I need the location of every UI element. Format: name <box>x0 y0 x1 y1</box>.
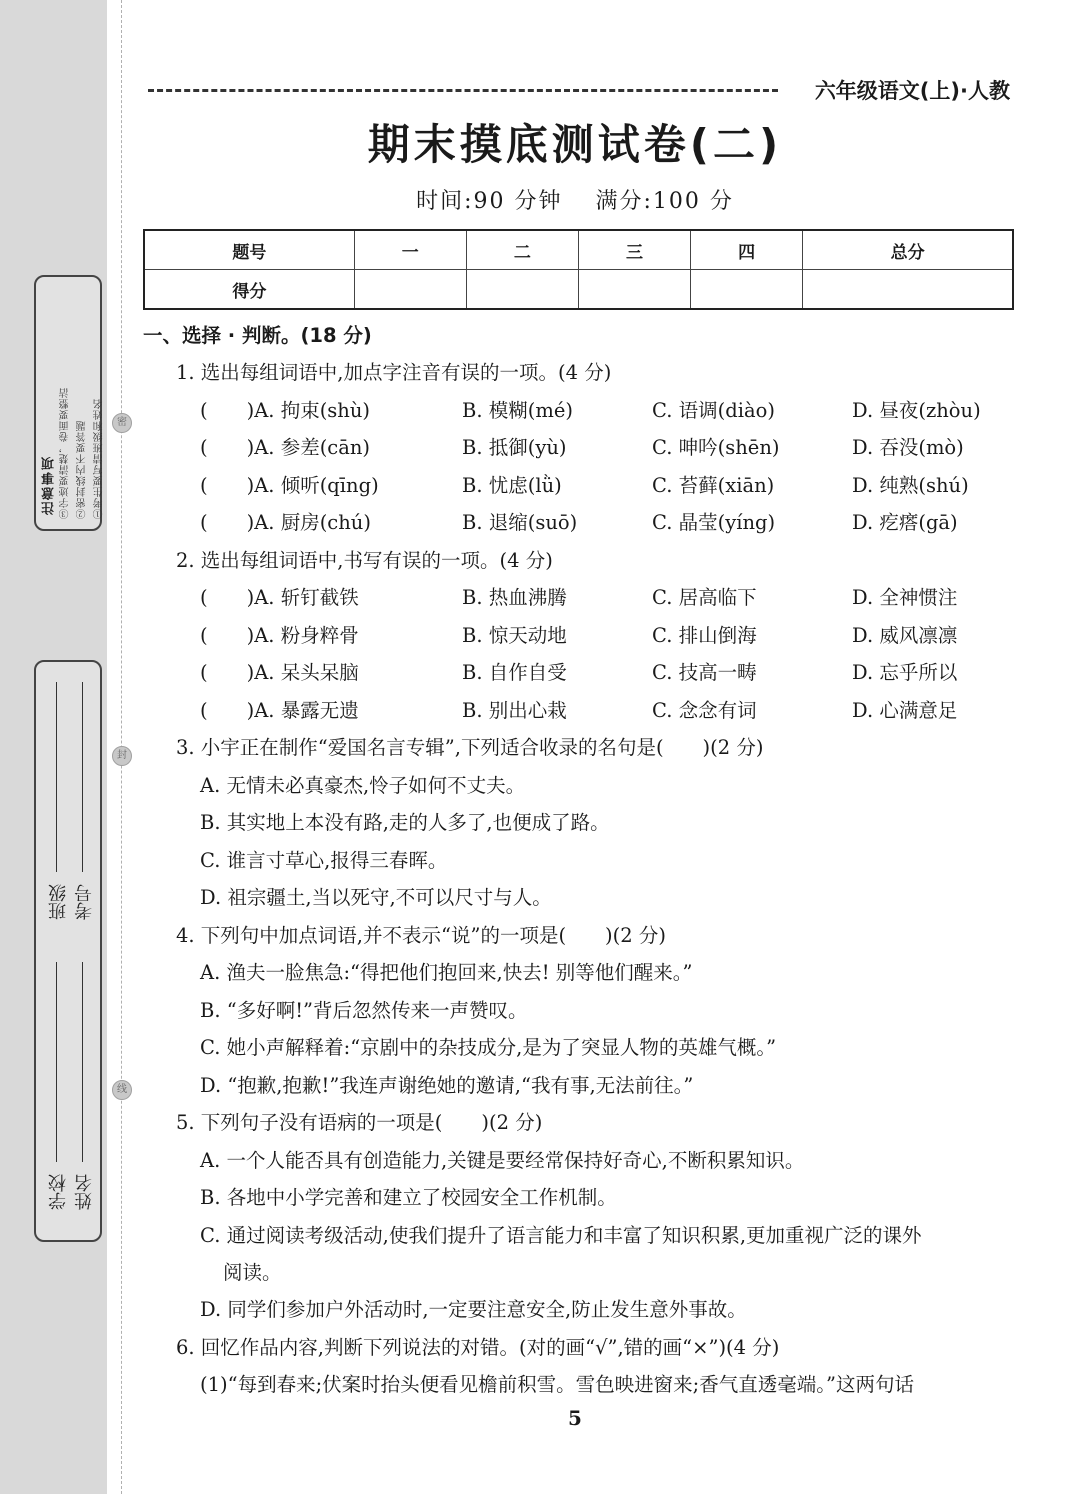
notice-line: ③字迹要清楚，卷面要整洁 <box>60 387 71 519</box>
option-c: C. 念念有词 <box>652 699 757 722</box>
option-line: B. “多好啊!”背后忽然传来一声赞叹。 <box>200 999 528 1022</box>
option-c: C. 排山倒海 <box>652 624 757 647</box>
option-b: B. 忧虑(lǜ) <box>462 474 562 497</box>
notice-title: 注意事项 <box>42 455 57 515</box>
score-input-cell[interactable] <box>466 270 578 310</box>
student-info-box <box>34 660 102 1242</box>
score-input-cell[interactable] <box>691 270 803 310</box>
exam-number-label: 考号 <box>74 884 95 920</box>
question-stem: 4. 下列句中加点词语,并不表示“说”的一项是( )(2 分) <box>176 924 666 947</box>
option-line: B. 各地中小学完善和建立了校园安全工作机制。 <box>200 1186 617 1209</box>
notice-line: ①考生要写清班级和姓名 <box>94 398 105 519</box>
question-stem: 5. 下列句子没有语病的一项是( )(2 分) <box>176 1111 543 1134</box>
seal-mark: 线 <box>112 1080 132 1100</box>
option-b: B. 抵御(yù) <box>462 436 567 459</box>
score-table-score-row <box>144 270 1013 310</box>
school-label: 学校 <box>48 1174 69 1210</box>
series-label: 六年级语文(上)·人教 <box>814 79 1010 103</box>
score-table-cell: 一 <box>354 230 466 270</box>
class-field[interactable] <box>56 682 57 872</box>
notice-lines <box>58 299 107 519</box>
option-d: D. 昼夜(zhòu) <box>852 399 981 422</box>
seal-mark: 密 <box>112 413 132 433</box>
option-a: ( )A. 暴露无遗 <box>200 699 359 722</box>
option-line: A. 渔夫一脸焦急:“得把他们抱回来,快去! 别等他们醒来。” <box>200 961 693 984</box>
name-field[interactable] <box>82 962 83 1162</box>
option-line: D. 祖宗疆土,当以死守,不可以尺寸与人。 <box>200 886 552 909</box>
score-table-cell: 四 <box>691 230 803 270</box>
option-line: B. 其实地上本没有路,走的人多了,也便成了路。 <box>200 811 610 834</box>
name-label: 姓名 <box>74 1174 95 1210</box>
question-stem: 1. 选出每组词语中,加点字注音有误的一项。(4 分) <box>176 361 612 384</box>
option-c: C. 居高临下 <box>652 586 757 609</box>
option-b: B. 模糊(mé) <box>462 399 573 422</box>
page-number: 5 <box>568 1406 582 1430</box>
score-table-cell: 总分 <box>803 230 1013 270</box>
score-input-cell[interactable] <box>803 270 1013 310</box>
header-dash-line <box>148 89 778 92</box>
option-a: ( )A. 参差(cān) <box>200 436 371 459</box>
option-b: B. 自作自受 <box>462 661 567 684</box>
school-field[interactable] <box>56 962 57 1162</box>
option-c: C. 语调(diào) <box>652 399 775 422</box>
score-input-cell[interactable] <box>354 270 466 310</box>
notice-line: ②密封线内不要答题 <box>77 420 88 519</box>
option-a: ( )A. 倾听(qīng) <box>200 474 379 497</box>
option-a: ( )A. 斩钉截铁 <box>200 586 359 609</box>
score-table-header-row <box>144 230 1013 270</box>
option-line: C. 她小声解释着:“京剧中的杂技成分,是为了突显人物的英雄气概。” <box>200 1036 777 1059</box>
question-stem: 2. 选出每组词语中,书写有误的一项。(4 分) <box>176 549 553 572</box>
option-a: ( )A. 拘束(shù) <box>200 399 371 422</box>
question-stem: 6. 回忆作品内容,判断下列说法的对错。(对的画“√”,错的画“×”)(4 分) <box>176 1336 780 1359</box>
option-d: D. 全神惯注 <box>852 586 958 609</box>
option-d: D. 纯熟(shú) <box>852 474 969 497</box>
option-c: C. 晶莹(yíng) <box>652 511 776 534</box>
seal-mark: 封 <box>112 746 132 766</box>
page-title: 期末摸底测试卷(二) <box>367 120 783 169</box>
option-line: A. 无情未必真豪杰,怜子如何不丈夫。 <box>200 774 526 797</box>
class-label: 班级 <box>48 884 69 920</box>
notice-box <box>34 275 105 531</box>
judgment-item: (1)“每到春来;伏案时抬头便看见檐前积雪。雪色映进窗来;香气直透毫端。”这两句话 <box>200 1373 914 1396</box>
score-table <box>143 229 1014 310</box>
option-d: D. 心满意足 <box>852 699 958 722</box>
option-line: D. “抱歉,抱歉!”我连声谢绝她的邀请,“我有事,无法前往。” <box>200 1074 694 1097</box>
option-line: D. 同学们参加户外活动时,一定要注意安全,防止发生意外事故。 <box>200 1298 747 1321</box>
score-table-cell: 题号 <box>144 230 354 270</box>
option-line-continued: 阅读。 <box>223 1261 282 1284</box>
option-d: D. 威风凛凛 <box>852 624 958 647</box>
option-line: A. 一个人能否具有创造能力,关键是要经常保持好奇心,不断积累知识。 <box>200 1149 805 1172</box>
option-b: B. 别出心栽 <box>462 699 567 722</box>
option-line: C. 谁言寸草心,报得三春晖。 <box>200 849 448 872</box>
option-a: ( )A. 呆头呆脑 <box>200 661 359 684</box>
option-b: B. 热血沸腾 <box>462 586 567 609</box>
option-b: B. 退缩(suō) <box>462 511 578 534</box>
section-title: 一、选择 · 判断。(18 分) <box>143 324 372 347</box>
option-b: B. 惊天动地 <box>462 624 567 647</box>
option-a: ( )A. 厨房(chú) <box>200 511 371 534</box>
option-d: D. 吞没(mò) <box>852 436 964 459</box>
exam-number-field[interactable] <box>82 682 83 872</box>
option-d: D. 疙瘩(gā) <box>852 511 958 534</box>
score-table-cell: 得分 <box>144 270 354 310</box>
option-c: C. 苔藓(xiān) <box>652 474 775 497</box>
exam-info: 时间:90 分钟 满分:100 分 <box>416 189 734 214</box>
option-line: C. 通过阅读考级活动,使我们提升了语言能力和丰富了知识积累,更加重视广泛的课外 <box>200 1224 922 1247</box>
option-a: ( )A. 粉身粹骨 <box>200 624 359 647</box>
score-input-cell[interactable] <box>578 270 690 310</box>
score-table-cell: 二 <box>466 230 578 270</box>
option-d: D. 忘乎所以 <box>852 661 958 684</box>
option-c: C. 呻吟(shēn) <box>652 436 780 459</box>
score-table-cell: 三 <box>578 230 690 270</box>
option-c: C. 技高一畴 <box>652 661 757 684</box>
question-stem: 3. 小宇正在制作“爱国名言专辑”,下列适合收录的名句是( )(2 分) <box>176 736 764 759</box>
